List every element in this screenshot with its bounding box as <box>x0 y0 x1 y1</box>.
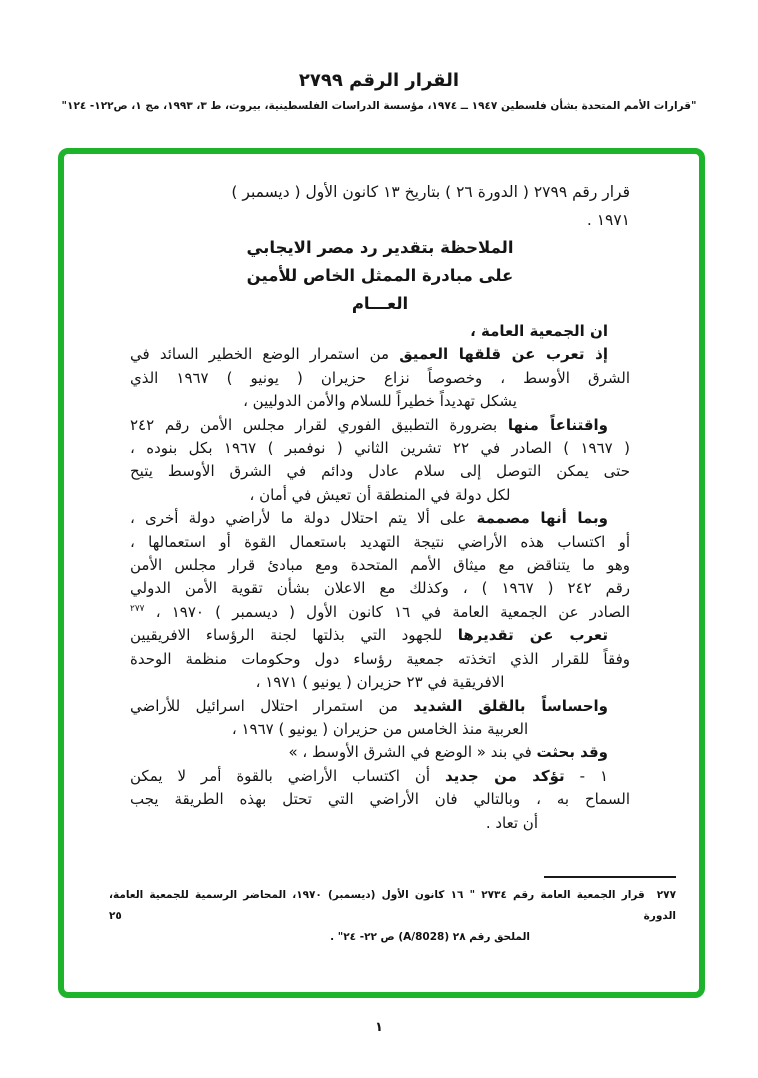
page-number: ١ <box>375 1020 383 1035</box>
text-segment: الشرق الأوسط ، وخصوصاً نزاع حزيران ( يونيو ) ١٩٦٧ الذي <box>130 368 630 387</box>
source-citation: "قرارات الأمم المتحدة بشأن فلسطين ١٩٤٧ ــ ١٩٧٤، مؤسسة الدراسات الفلسطينية، بيروت، ط ٣، ١٩٩٣، مج ١، ص١٢٢- ١٢٤" <box>61 100 697 112</box>
text-line <box>130 671 630 694</box>
text-segment: من استمرار احتلال اسرائيل للأراضي <box>130 696 414 715</box>
text-line <box>130 648 630 671</box>
text-line <box>130 812 630 835</box>
text-segment: في بند « الوضع في الشرق الأوسط ، » <box>288 743 537 762</box>
resolution-text-block <box>130 178 630 835</box>
text-line <box>130 367 630 390</box>
text-line <box>130 554 630 577</box>
text-line <box>130 765 630 788</box>
footnote-marker: ٢٧٧ <box>656 889 676 901</box>
text-segment: على ألا يتم احتلال دولة ما لأراضي دولة أخرى ، <box>130 509 477 528</box>
text-line <box>130 320 630 343</box>
text-segment: أن تعاد . <box>485 813 538 832</box>
text-segment: أو اكتساب هذه الأراضي نتيجة التهديد باستعمال القوة أو استعمالها ، <box>130 532 630 551</box>
text-segment: حتى يمكن التوصل إلى سلام عادل ودائم في الشرق الأوسط يتيح <box>130 462 630 481</box>
text-line <box>130 206 630 234</box>
text-segment: وهو ما يتناقض مع ميثاق الأمم المتحدة ومع مبادئ قرار مجلس الأمن <box>130 556 630 575</box>
footnote-text: قرار الجمعية العامة رقم ٢٧٣٤ " ١٦ كانون الأول (ديسمبر) ١٩٧٠، المحاضر الرسمية للجمعية العامة، الدورة ٢٥ <box>109 889 676 922</box>
text-segment: السماح به ، وبالتالي فان الأراضي التي تحتل بهذه الطريقة يجب <box>130 790 630 809</box>
text-line <box>130 484 630 507</box>
footnote-block <box>109 876 676 948</box>
text-segment: ان الجمعية العامة ، <box>470 322 608 340</box>
text-line <box>130 788 630 811</box>
text-line <box>130 414 630 437</box>
text-segment: لكل دولة في المنطقة أن تعيش في أمان ، <box>249 485 511 504</box>
text-segment: الصادر عن الجمعية العامة في ١٦ كانون الأول ( ديسمبر ) ١٩٧٠ ، <box>144 602 630 621</box>
text-line <box>130 507 630 530</box>
resolution-heading <box>130 234 630 318</box>
resolution-intro <box>130 178 630 234</box>
resolution-body <box>130 320 630 835</box>
footnote-reference-superscript: ٢٧٧ <box>130 603 145 614</box>
text-line <box>130 695 630 718</box>
green-frame <box>58 148 705 998</box>
document-header <box>0 70 758 112</box>
text-segment: وفقاً للقرار الذي اتخذته جمعية رؤساء دول وحكومات منظمة الوحدة <box>130 649 630 668</box>
text-segment: وقد بحثت <box>536 743 608 762</box>
text-segment: أن اكتساب الأراضي بالقوة أمر لا يمكن <box>130 766 445 785</box>
text-segment: من استمرار الوضع الخطير السائد في <box>130 345 400 364</box>
text-segment: ١٩٧١ . <box>586 211 630 229</box>
text-line <box>130 601 630 624</box>
text-segment: ( ١٩٦٧ ) الصادر في ٢٢ تشرين الثاني ( نوفمبر ) ١٩٦٧ بكل بنوده ، <box>130 439 630 458</box>
text-segment: يشكل تهديداً خطيراً للسلام والأمن الدوليين ، <box>243 392 517 411</box>
text-segment: ١ - <box>564 766 609 785</box>
text-line <box>130 437 630 460</box>
text-segment: بضرورة التطبيق الفوري لقرار مجلس الأمن رقم ٢٤٢ <box>130 415 508 434</box>
text-line <box>130 460 630 483</box>
text-segment: واقتناعاً منها <box>507 415 608 434</box>
text-segment: للجهود التي بذلتها لجنة الرؤساء الافريقيين <box>130 626 458 645</box>
text-segment: العربية منذ الخامس من حزيران ( يونيو ) ١٩٦٧ ، <box>231 719 529 738</box>
text-line <box>130 577 630 600</box>
text-line <box>130 390 630 413</box>
text-line <box>130 624 630 647</box>
text-segment: واحساساً بالقلق الشديد <box>413 696 608 715</box>
text-segment: الافريقية في ٢٣ حزيران ( يونيو ) ١٩٧١ ، <box>255 673 505 692</box>
text-segment: قرار رقم ٢٧٩٩ ( الدورة ٢٦ ) بتاريخ ١٣ كانون الأول ( ديسمبر ) <box>231 183 630 201</box>
text-line <box>130 718 630 741</box>
text-line <box>130 741 630 764</box>
text-line <box>130 531 630 554</box>
text-segment: رقم ٢٤٢ ( ١٩٦٧ ) ، وكذلك مع الاعلان بشأن تقوية الأمن الدولي <box>130 579 630 598</box>
text-segment: تؤكد من جديد <box>444 766 565 785</box>
heading-line: على مبادرة الممثل الخاص للأمين <box>246 266 514 285</box>
text-segment: إذ تعرب عن قلقها العميق <box>399 345 608 364</box>
text-segment: وبما أنها مصممة <box>476 509 608 528</box>
text-segment: تعرب عن تقديرها <box>457 626 608 645</box>
heading-line: العـــام <box>351 294 409 313</box>
text-line <box>130 343 630 366</box>
heading-line: الملاحظة بتقدير رد مصر الايجابي <box>246 238 514 257</box>
resolution-number-title: القرار الرقم ٢٧٩٩ <box>298 70 460 91</box>
footnote-line <box>109 885 676 927</box>
footnote-text-continued: الملحق رقم ٢٨ (A/8028) ص ٢٢- ٢٤" . <box>330 931 530 943</box>
text-line <box>130 178 630 206</box>
footnote-separator-rule <box>544 876 676 878</box>
